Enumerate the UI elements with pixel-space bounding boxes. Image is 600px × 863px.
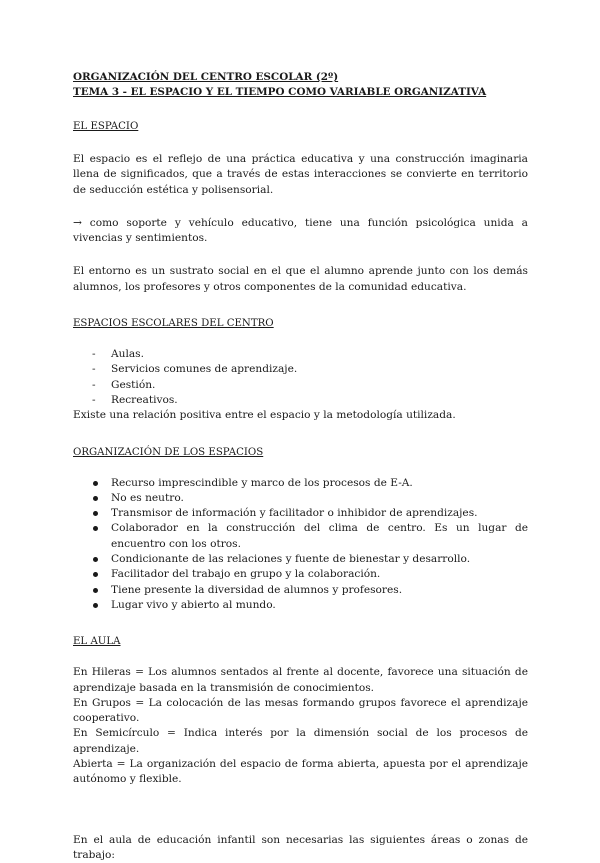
paragraph-espacio-definicion: El espacio es el reflejo de una práctica educativa y una construcción imaginaria llena de significados, que a través de estas interacciones se convierte en territorio de seducción estética y polisensorial. [73, 153, 528, 196]
list-item: Facilitador del trabajo en grupo y la colaboración. [92, 567, 528, 582]
paragraph-soporte-vehiculo: → como soporte y vehículo educativo, tiene una función psicológica unida a vivencias y sentimientos. [73, 216, 528, 245]
list-item: Lugar vivo y abierto al mundo. [92, 598, 528, 613]
document-title-line-1: ORGANIZACIÓN DEL CENTRO ESCOLAR (2º) [73, 71, 339, 83]
list-item: No es neutro. [92, 491, 528, 506]
list-item: Tiene presente la diversidad de alumnos y profesores. [92, 583, 528, 598]
organizacion-espacios-list [73, 476, 528, 614]
aula-disposiciones [73, 665, 528, 787]
espacios-escolares-list [73, 347, 528, 408]
aula-abierta: Abierta = La organización del espacio de forma abierta, apuesta por el aprendizaje autónomo y flexible. [73, 758, 528, 786]
document-title-line-2: TEMA 3 - EL ESPACIO Y EL TIEMPO COMO VARIABLE ORGANIZATIVA [73, 86, 487, 98]
list-item: - Servicios comunes de aprendizaje. [92, 362, 528, 377]
aula-hileras: En Hileras = Los alumnos sentados al frente al docente, favorece una situación de aprendizaje basada en la transmisión de conocimientos. [73, 666, 528, 694]
section-heading-el-espacio: EL ESPACIO [73, 121, 139, 132]
list-item: Transmisor de información y facilitador o inhibidor de aprendizajes. [92, 506, 528, 521]
paragraph-educacion-infantil: En el aula de educación infantil son necesarias las siguientes áreas o zonas de trabajo: [73, 833, 528, 861]
aula-grupos: En Grupos = La colocación de las mesas formando grupos favorece el aprendizaje cooperativo. [73, 696, 528, 725]
aula-semicirculo: En Semicírculo = Indica interés por la dimensión social de los procesos de aprendizaje. [73, 727, 528, 755]
section-heading-el-aula: EL AULA [73, 636, 121, 648]
list-item: - Gestión. [92, 378, 528, 393]
section-heading-espacios-escolares: ESPACIOS ESCOLARES DEL CENTRO [73, 318, 274, 330]
list-item: Colaborador en la construcción del clima de centro. Es un lugar de encuentro con los otros. [92, 521, 528, 552]
list-item: - Aulas. [92, 347, 528, 362]
paragraph-relacion-positiva: Existe una relación positiva entre el espacio y la metodología utilizada. [73, 409, 456, 422]
section-heading-organizacion-espacios: ORGANIZACIÓN DE LOS ESPACIOS [73, 446, 264, 458]
list-item: Condicionante de las relaciones y fuente de bienestar y desarrollo. [92, 552, 528, 567]
paragraph-entorno-social: El entorno es un sustrato social en el que el alumno aprende junto con los demás alumnos, los profesores y otros componentes de la comunidad educativa. [73, 265, 528, 293]
list-item: - Recreativos. [92, 393, 528, 408]
list-item: Recurso imprescindible y marco de los procesos de E-A. [92, 476, 528, 491]
